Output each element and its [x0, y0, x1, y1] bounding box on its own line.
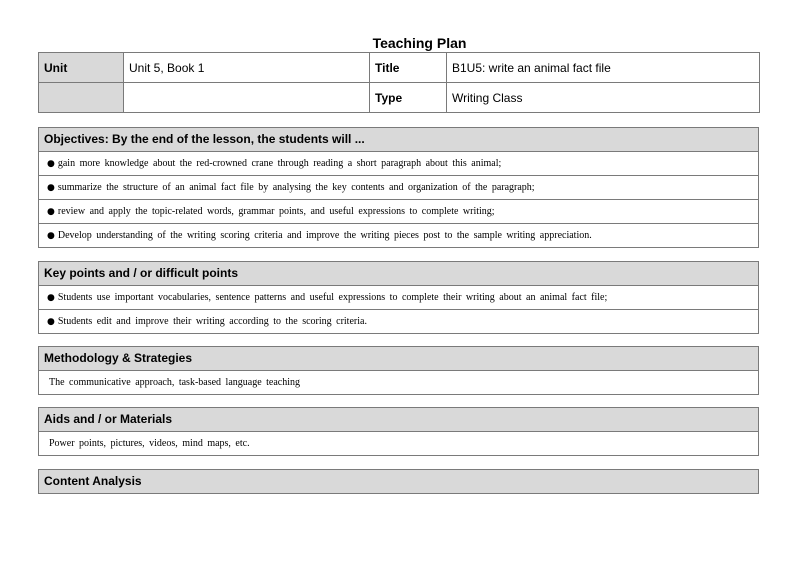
- list-item-text: gain more knowledge about the red-crowned crane through reading a short paragraph about this animal;: [57, 158, 502, 169]
- aids-section: [38, 407, 759, 456]
- header-row-1: [39, 53, 760, 83]
- content-analysis-section: [38, 469, 759, 494]
- objectives-section: [38, 127, 759, 248]
- aids-heading: Aids and / or Materials: [39, 408, 758, 431]
- list-item: [39, 285, 758, 309]
- list-item: [39, 223, 758, 247]
- list-item-text: summarize the structure of an animal fact file by analysing the key contents and organization of the paragraph;: [57, 182, 535, 193]
- page-title: Teaching Plan: [372, 35, 467, 51]
- type-label: Type: [370, 83, 447, 113]
- bullet-icon: ●: [47, 159, 55, 169]
- list-item: [39, 175, 758, 199]
- list-item-text: Students use important vocabularies, sentence patterns and useful expressions to complete their writing about an animal fact file;: [57, 292, 608, 303]
- methodology-text: The communicative approach, task-based language teaching: [39, 370, 758, 394]
- header-table: [38, 52, 760, 113]
- list-item: [39, 151, 758, 175]
- bullet-icon: ●: [47, 183, 55, 193]
- bullet-icon: ●: [47, 231, 55, 241]
- list-item-text: review and apply the topic-related words, grammar points, and useful expressions to complete writing;: [57, 206, 495, 217]
- objectives-heading: Objectives: By the end of the lesson, the students will ...: [39, 128, 758, 151]
- aids-text: Power points, pictures, videos, mind maps, etc.: [39, 431, 758, 455]
- unit-value: Unit 5, Book 1: [124, 53, 370, 83]
- list-item: [39, 309, 758, 333]
- list-item-text: Students edit and improve their writing according to the scoring criteria.: [57, 316, 367, 327]
- list-item-text: Develop understanding of the writing scoring criteria and improve the writing pieces post to the sample writing appreciation.: [57, 230, 592, 241]
- type-value: Writing Class: [447, 83, 760, 113]
- list-item: [39, 199, 758, 223]
- title-value: B1U5: write an animal fact file: [447, 53, 760, 83]
- bullet-icon: ●: [47, 207, 55, 217]
- bullet-icon: ●: [47, 317, 55, 327]
- methodology-section: [38, 346, 759, 395]
- title-label: Title: [370, 53, 447, 83]
- key-points-section: [38, 261, 759, 334]
- header-row-2: [39, 83, 760, 113]
- unit-label: Unit: [39, 53, 124, 83]
- empty-label-cell: [39, 83, 124, 113]
- empty-value-cell: [124, 83, 370, 113]
- methodology-heading: Methodology & Strategies: [39, 347, 758, 370]
- bullet-icon: ●: [47, 293, 55, 303]
- content-analysis-heading: Content Analysis: [39, 470, 758, 493]
- key-points-heading: Key points and / or difficult points: [39, 262, 758, 285]
